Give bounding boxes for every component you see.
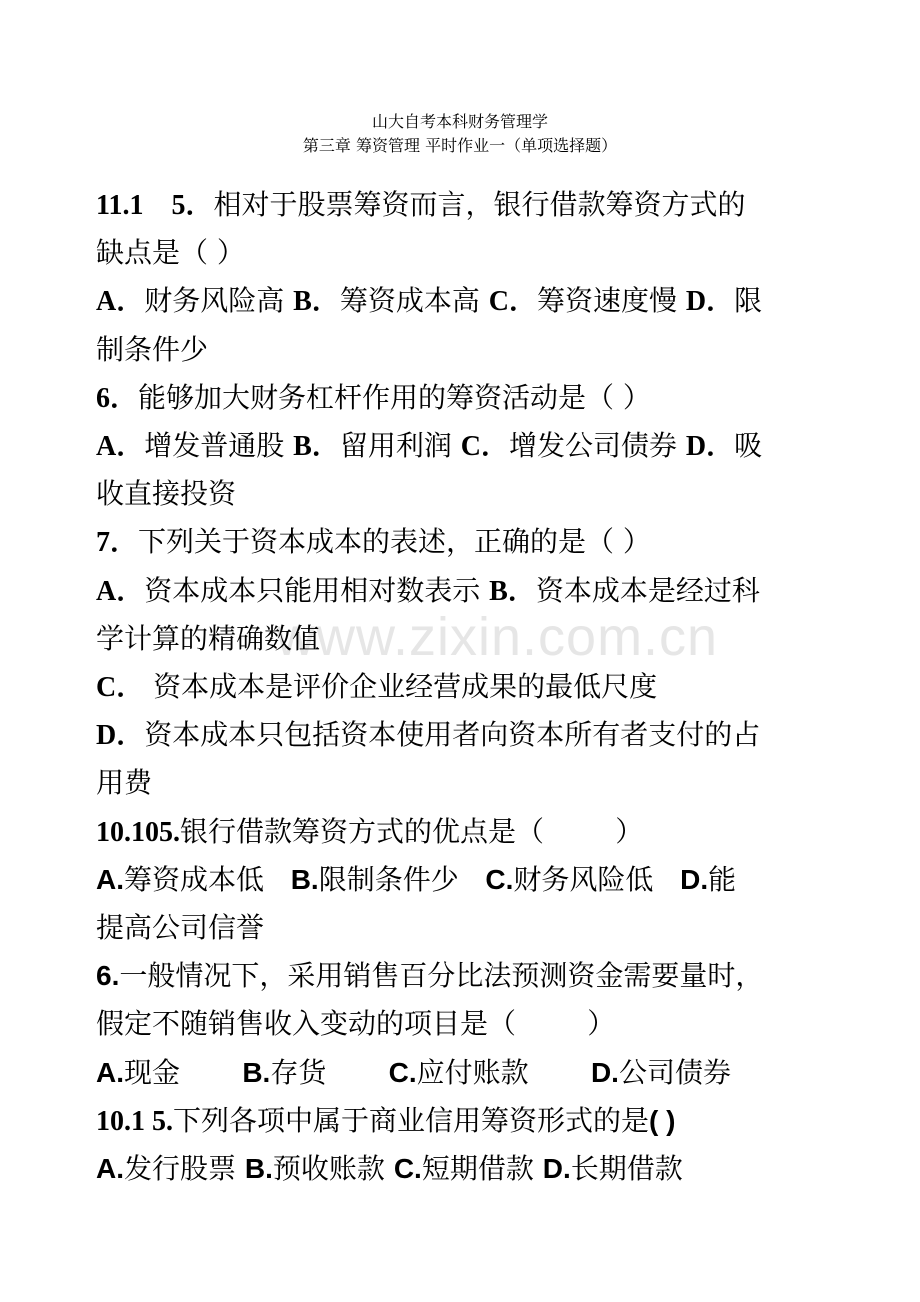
text-line — [96, 181, 886, 229]
text-line — [96, 1097, 886, 1145]
option-text: 财务风险高 — [144, 284, 294, 318]
document-header — [0, 110, 920, 158]
text-line — [96, 567, 886, 615]
option-text: 资本成本是经过科 — [535, 573, 760, 607]
option-text: 现金 — [124, 1055, 243, 1089]
text-line — [96, 374, 886, 422]
option-letter: A. — [96, 863, 124, 895]
question-text: 缺点是（ ） — [96, 236, 245, 270]
option-letter: D． — [685, 286, 735, 318]
option-text: 增发公司债券 — [508, 429, 686, 462]
option-letter: C． — [488, 286, 537, 318]
question-text: 相对于股票筹资而言，银行借款筹资方式的 — [213, 188, 746, 221]
option-letter: A. — [96, 1056, 124, 1088]
question-text: 学计算的精确数值 — [96, 621, 321, 655]
option-letter: B. — [244, 1153, 273, 1184]
option-text: 存货 — [270, 1055, 389, 1089]
question-number: 6． — [96, 382, 139, 414]
text-line — [96, 229, 886, 277]
option-letter: C. — [393, 1153, 422, 1184]
option-letter: A． — [96, 431, 145, 462]
option-letter: A． — [96, 286, 145, 318]
question-text: 下列各项中属于商业信用筹资形式的是 — [173, 1103, 650, 1137]
option-text: 筹资速度慢 — [536, 284, 686, 318]
question-text: 假定不随销售收入变动的项目是（ ） — [96, 1007, 616, 1041]
option-letter: D. — [680, 863, 709, 895]
option-letter: B． — [293, 286, 340, 318]
question-text: 银行借款筹资方式的优点是（ ） — [180, 814, 644, 848]
option-text: 发行股票 — [124, 1152, 245, 1185]
option-letter: B． — [489, 575, 536, 607]
document-title: 山大自考本科财务管理学 — [371, 112, 548, 131]
question-number: 10.1 5. — [96, 1105, 173, 1137]
option-text: 能 — [708, 862, 737, 896]
option-letter: D. — [590, 1056, 619, 1088]
text-line — [96, 1000, 886, 1048]
text-line — [96, 615, 886, 663]
option-text: 公司债券 — [618, 1055, 731, 1089]
text-line — [96, 470, 886, 518]
option-text: 留用利润 — [339, 429, 461, 462]
option-letter: C. — [485, 863, 514, 895]
question-text: 收直接投资 — [96, 477, 237, 511]
text-line — [96, 856, 886, 904]
option-text: 财务风险低 — [513, 862, 681, 896]
question-text: 一般情况下，采用销售百分比法预测资金需要量时， — [119, 959, 764, 993]
option-letter: C. — [388, 1056, 417, 1088]
option-letter: C． — [460, 431, 509, 462]
text-line — [96, 518, 886, 566]
question-text: 提高公司信誉 — [96, 911, 265, 944]
option-text: 预收账款 — [272, 1152, 394, 1185]
question-number: 11.1 5． — [96, 190, 214, 221]
question-text: 资本成本只包括资本使用者向资本所有者支付的占 — [144, 718, 761, 752]
text-line — [96, 663, 886, 711]
question-number: 7． — [96, 527, 139, 559]
option-text: 筹资成本高 — [339, 284, 489, 318]
option-letter: A. — [96, 1153, 124, 1184]
question-text: 制条件少 — [96, 332, 209, 366]
question-number: 6. — [96, 960, 120, 992]
option-text: 限 — [734, 284, 763, 318]
text-line — [96, 326, 886, 374]
option-text: 增发普通股 — [144, 429, 294, 462]
option-letter: B． — [293, 431, 340, 462]
text-line — [96, 1049, 886, 1097]
option-letter: D. — [542, 1153, 571, 1184]
option-text: 限制条件少 — [318, 862, 486, 896]
document-subtitle: 第三章 筹资管理 平时作业一（单项选择题） — [302, 136, 618, 155]
option-letter: A． — [96, 575, 145, 607]
text-line — [96, 711, 886, 759]
option-text: 应付账款 — [416, 1055, 591, 1089]
question-number: 10.105. — [96, 816, 180, 848]
option-letter: B. — [242, 1056, 271, 1088]
question-number: C． — [96, 672, 145, 703]
question-text: 用费 — [96, 766, 153, 800]
text-line — [96, 808, 886, 856]
option-text: 筹资成本低 — [124, 862, 291, 896]
text-line — [96, 759, 886, 807]
question-text: 能够加大财务杠杆作用的筹资活动是（ ） — [138, 380, 651, 414]
question-text: 下列关于资本成本的表述，正确的是（ ） — [138, 525, 651, 559]
watermark: www.zixin.com.cn — [276, 607, 719, 667]
text-line — [96, 422, 886, 470]
text-line — [96, 904, 886, 952]
question-text: 资本成本是评价企业经营成果的最低尺度 — [144, 670, 658, 703]
option-text: 短期借款 — [421, 1152, 543, 1185]
text-line — [96, 1145, 886, 1193]
option-text: 资本成本只能用相对数表示 — [144, 573, 490, 607]
text-line — [96, 952, 886, 1000]
text-line — [96, 277, 886, 325]
answer-bracket: ( ) — [649, 1104, 676, 1136]
option-text: 长期借款 — [570, 1152, 683, 1185]
question-number: D． — [96, 720, 145, 752]
option-letter: B. — [290, 863, 319, 895]
option-text: 吸 — [734, 429, 763, 462]
option-letter: D． — [685, 431, 735, 462]
